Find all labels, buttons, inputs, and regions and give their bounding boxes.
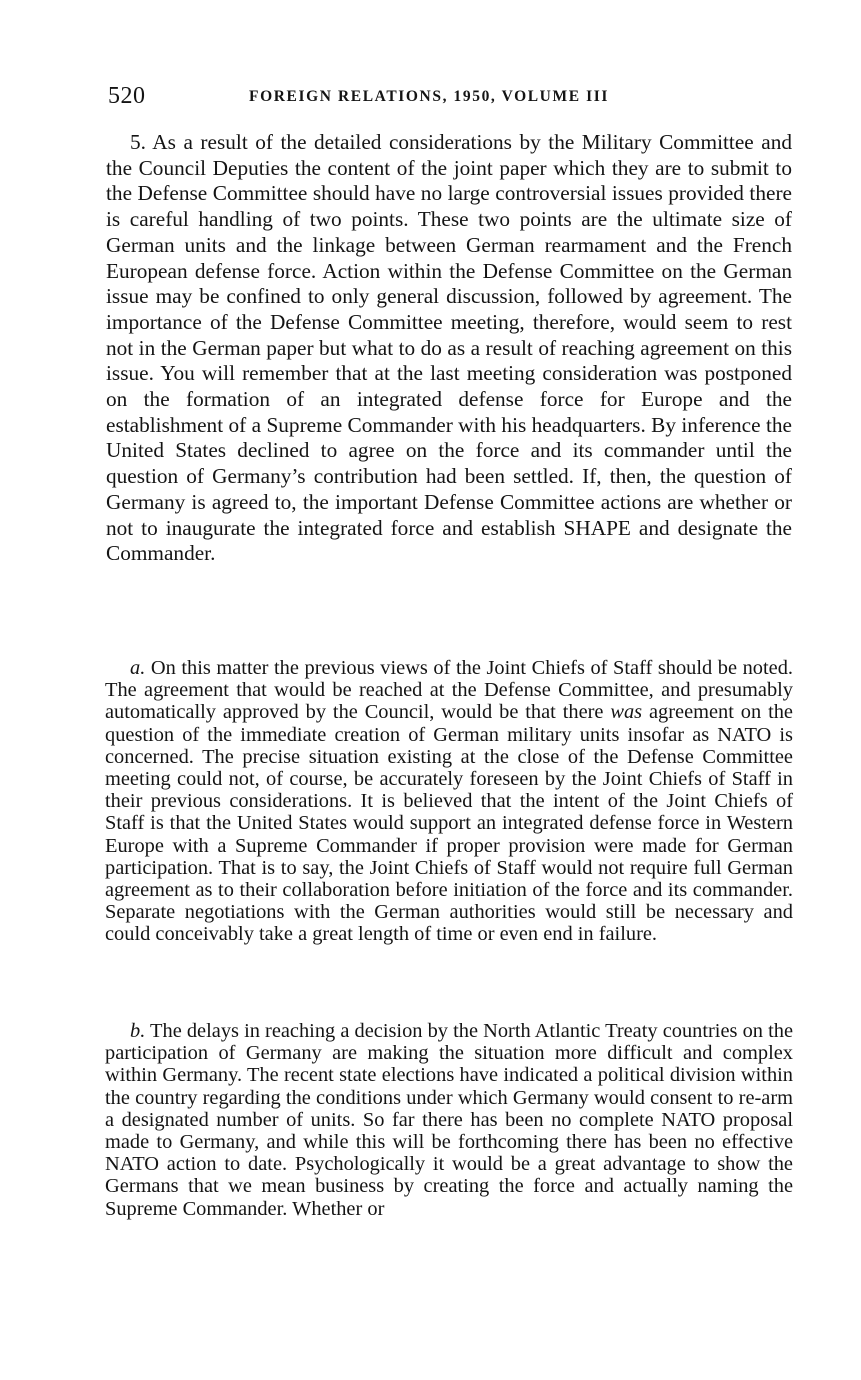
subparagraph-b-label: b. — [130, 1020, 146, 1042]
running-head — [108, 83, 798, 113]
subparagraph-b — [105, 1020, 793, 1220]
subparagraph-a — [105, 657, 793, 946]
paragraph-5-text: 5. As a result of the detailed considerations by the Military Committee and the Council Deputies the content of the joint paper which they are to submit to the Defense Committee should have no large controversial issues provided there is careful handling of two points. These two points are the ultimate size of German units and the linkage between German rearmament and the French European defense force. Action within the Defense Committee on the German issue may be confined to only general discussion, followed by agreement. The importance of the Defense Committee meeting, therefore, would seem to rest not in the German paper but what to do as a result of reaching agreement on this issue. You will remember that at the last meeting consideration was postponed on the formation of an integrated defense force for Europe and the establishment of a Supreme Commander with his headquarters. By inference the United States declined to agree on the force and its commander until the question of Germany’s contribution had been settled. If, then, the question of Germany is agreed to, the important Defense Committee actions are whether or not to inaugurate the integrated force and establish SHAPE and designate the Commander. — [106, 130, 792, 566]
subparagraph-b-text: The delays in reaching a decision by the North Atlantic Treaty countries on the participation of Germany are making the situation more difficult and complex within Germany. The recent state elections have indicated a political division within the country regarding the conditions under which Germany would consent to re-arm a designated number of units. So far there has been no complete NATO proposal made to Germany, and while this will be forthcoming there has been no effective NATO action to date. Psychologically it would be a great advantage to show the Germans that we mean business by creating the force and actually naming the Supreme Commander. Whether or — [105, 1020, 793, 1220]
subparagraph-a-text-2: agreement on the question of the immediate creation of German military units insofar as NATO is concerned. The precise situation existing at the close of the Defense Committee meeting could not, of course, be accurately foreseen by the Joint Chiefs of Staff in their previous considerations. It is believed that the intent of the Joint Chiefs of Staff is that the United States would support an integrated defense force in Western Europe with a Supreme Commander if proper provision were made for German participation. That is to say, the Joint Chiefs of Staff would not require full German agreement as to their collaboration before initiation of the force and its commander. Separate negotiations with the German authorities would still be necessary and could conceivably take a great length of time or even end in failure. — [105, 701, 793, 946]
page-number: 520 — [108, 83, 146, 109]
running-head-title: FOREIGN RELATIONS, 1950, VOLUME III — [249, 88, 609, 105]
paragraph-5 — [106, 130, 792, 567]
subparagraph-a-text-1: On this matter the previous views of the Joint Chiefs of Staff should be noted. The agreement that would be reached at the Defense Committee, and presumably automatically approved by the Council, would be that there — [105, 657, 793, 724]
subparagraph-a-emphasis: was — [610, 701, 643, 724]
subparagraph-a-label: a. — [130, 657, 146, 679]
